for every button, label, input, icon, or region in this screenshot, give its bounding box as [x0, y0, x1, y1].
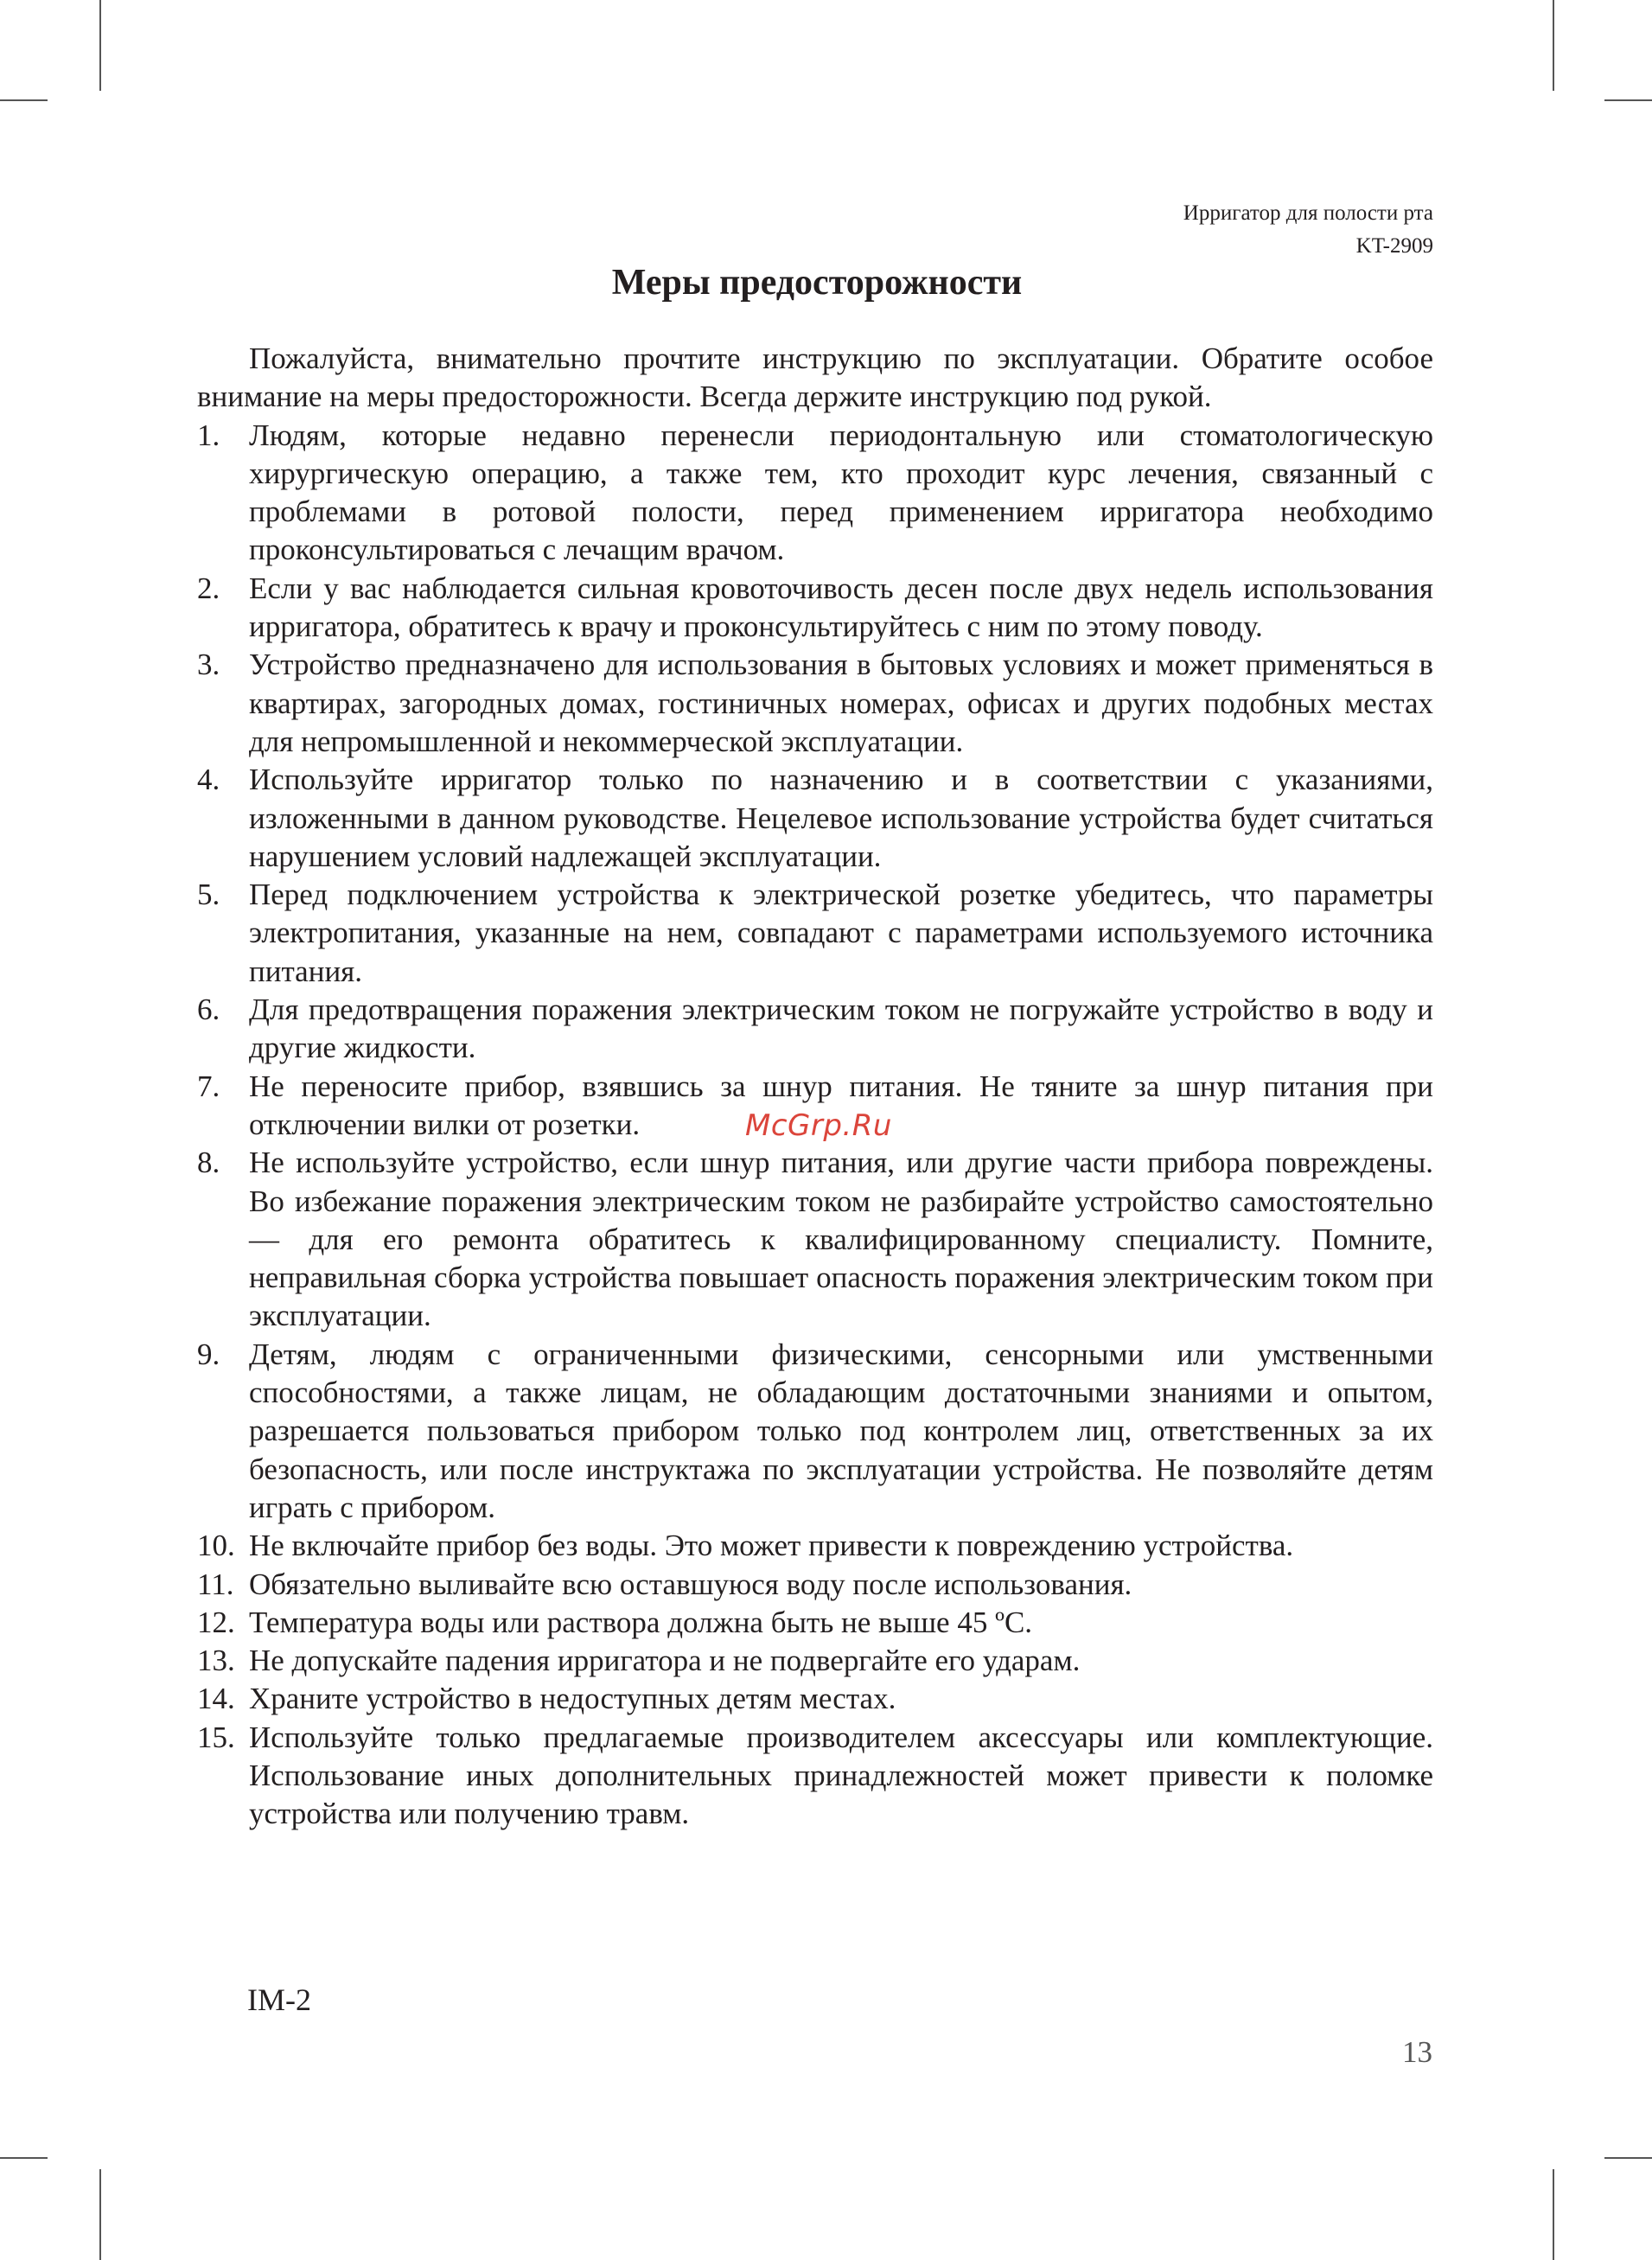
list-item — [197, 417, 1433, 570]
item-text: Если у вас наблюдается сильная кровоточивость десен после двух недель использования ирригатора, обратитесь к врачу и проконсультируйтесь с ним по этому поводу. — [249, 571, 1433, 644]
item-text: Детям, людям с ограниченными физическими, сенсорными или умственными способностями, а также лицам, не обладающим достаточными знаниями и опытом, разрешается пользоваться прибором только под контролем лиц, ответственных за их безопасность, или после инструктажа по эксплуатации устройства. Не позволяйте детям играть с прибором. — [249, 1337, 1433, 1524]
running-header — [915, 197, 1433, 263]
item-text: Не переносите прибор, взявшись за шнур питания. Не тяните за шнур питания при отключении вилки от розетки. — [249, 1069, 1433, 1141]
list-item — [197, 1527, 1433, 1565]
item-number: 12. — [197, 1605, 235, 1639]
list-item — [197, 1566, 1433, 1604]
crop-mark — [1604, 99, 1652, 101]
list-item — [197, 991, 1433, 1068]
list-item — [197, 1642, 1433, 1680]
item-number: 5. — [197, 878, 220, 912]
crop-mark — [1553, 2169, 1554, 2260]
item-text: Храните устройство в недоступных детям местах. — [249, 1682, 896, 1716]
crop-mark — [1553, 0, 1554, 91]
item-text: Не включайте прибор без воды. Это может привести к повреждению устройства. — [249, 1529, 1294, 1563]
item-text: Устройство предназначено для использования в бытовых условиях и может применяться в квартирах, загородных домах, гостиничных номерах, офисах и других подобных местах для непромышленной и некоммерческой эксплуатации. — [249, 648, 1433, 758]
list-item — [197, 570, 1433, 647]
crop-mark — [1604, 2157, 1652, 2159]
list-item — [197, 1680, 1433, 1718]
crop-mark — [99, 2169, 101, 2260]
list-item — [197, 1144, 1433, 1335]
item-number: 2. — [197, 571, 220, 605]
watermark-logo: McGrp.Ru — [745, 1108, 892, 1143]
item-number: 1. — [197, 418, 220, 452]
page-title: Меры предосторожности — [611, 263, 1023, 303]
item-number: 10. — [197, 1529, 235, 1563]
item-text: Обязательно выливайте всю оставшуюся воду после использования. — [249, 1567, 1132, 1601]
intro-paragraph: Пожалуйста, внимательно прочтите инструкцию по эксплуатации. Обратите особое внимание на меры предосторожности. Всегда держите инструкцию под рукой. — [197, 342, 1433, 414]
item-number: 11. — [197, 1567, 234, 1601]
model-code: IM-2 — [247, 1982, 311, 2017]
item-text: Для предотвращения поражения электрическим током не погружайте устройство в воду и другие жидкости. — [249, 993, 1433, 1065]
item-text: Не используйте устройство, если шнур питания, или другие части прибора повреждены. Во избежание поражения электрическим током не разбирайте устройство самостоятельно — для его ремонта обратитесь к квалифицированному специалисту. Помните, неправильная сборка устройства повышает опасность поражения электрическим током при эксплуатации. — [249, 1146, 1433, 1333]
list-item — [197, 876, 1433, 991]
crop-mark — [0, 99, 48, 101]
item-number: 7. — [197, 1069, 220, 1103]
item-number: 4. — [197, 763, 220, 797]
list-item — [197, 761, 1433, 876]
item-text: Перед подключением устройства к электрической розетке убедитесь, что параметры электропитания, указанные на нем, совпадают с параметрами используемого источника питания. — [249, 878, 1433, 988]
item-number: 13. — [197, 1644, 235, 1678]
item-text: Людям, которые недавно перенесли периодонтальную или стоматологическую хирургическую операцию, а также тем, кто проходит курс лечения, связанный с проблемами в ротовой полости, перед применением ирригатора необходимо проконсультироваться с лечащим врачом. — [249, 418, 1433, 567]
item-number: 8. — [197, 1146, 220, 1180]
item-number: 15. — [197, 1720, 235, 1754]
list-item — [197, 1604, 1433, 1642]
crop-mark — [0, 2157, 48, 2159]
item-text: Не допускайте падения ирригатора и не подвергайте его ударам. — [249, 1644, 1081, 1678]
page-number: 13 — [1402, 2035, 1432, 2069]
item-number: 9. — [197, 1337, 220, 1371]
header-model: KT-2909 — [1355, 234, 1433, 258]
item-number: 14. — [197, 1682, 235, 1716]
item-text: Используйте только предлагаемые производителем аксессуары или комплектующие. Использование иных дополнительных принадлежностей может привести к поломке устройства или получению травм. — [249, 1720, 1433, 1831]
header-product: Ирригатор для полости рта — [1183, 201, 1433, 225]
item-number: 6. — [197, 993, 220, 1027]
crop-mark — [99, 0, 101, 91]
item-number: 3. — [197, 648, 220, 682]
list-item — [197, 646, 1433, 761]
item-text: Температура воды или раствора должна быть не выше 45 ºС. — [249, 1605, 1033, 1639]
list-item — [197, 1719, 1433, 1834]
document-body — [197, 340, 1433, 1834]
list-item — [197, 1336, 1433, 1527]
item-text: Используйте ирригатор только по назначению и в соответствии с указаниями, изложенными в данном руководстве. Нецелевое использование устройства будет считаться нарушением условий надлежащей эксплуатации. — [249, 763, 1433, 873]
